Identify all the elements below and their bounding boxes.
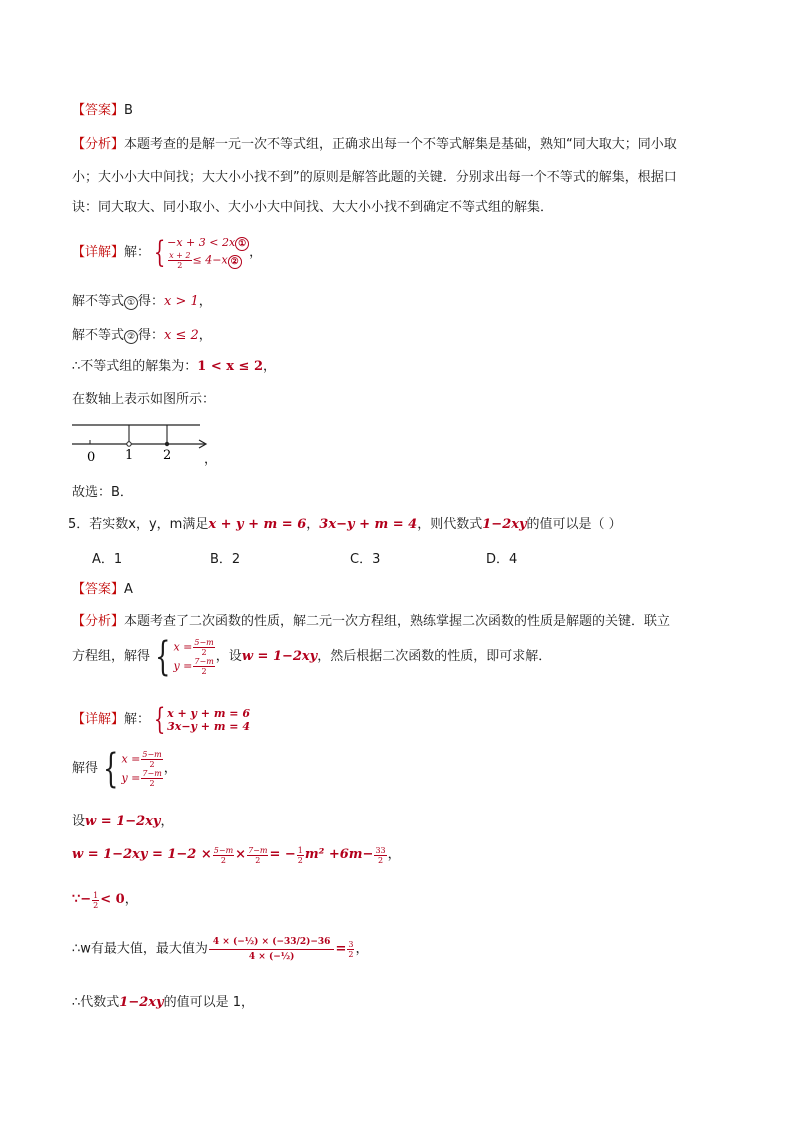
circled-one: ① [235, 237, 249, 251]
q5-answer: 【答案】A [72, 582, 133, 597]
q5-analysis-1: 【分析】本题考查了二次函数的性质，解二元一次方程组，熟练掌握二次函数的性质是解题的关键．联立 [72, 614, 671, 629]
q4-detail: 【详解】解： { −x + 3 < 2x ① $\frac{x + 2}{2}$ ≤ 4−x ② ， [72, 235, 263, 270]
step1: 解不等式 ① 得：x > 1， [72, 294, 212, 309]
circled-one-icon: ① [124, 296, 138, 310]
step3: ∴不等式组的解集为：1 < x ≤ 2， [72, 359, 277, 374]
choose-line: 故选：B． [72, 485, 133, 500]
q5-final: ∴代数式1−2xy的值可以是 1， [72, 995, 254, 1010]
step2: 解不等式 ② 得：x ≤ 2， [72, 328, 212, 343]
ineq-1: −x + 3 < 2x [167, 236, 236, 249]
detail-prefix: 解： [124, 245, 151, 260]
q5-expand: w = 1−2xy = 1−2 × $\frac{5-m}{2}$ × $\frac{7-m}{2}$ = − $\frac{1}{2}$ m² +6m− $\frac{33}{2}$ ， [72, 845, 401, 865]
number-line [70, 418, 220, 468]
left-brace-icon: { [103, 746, 119, 792]
tick-label-1: 1 [125, 448, 134, 463]
tick-label-0: 0 [87, 450, 96, 465]
answer-value: B [124, 103, 133, 118]
ineq-2: ≤ 4−x [192, 253, 228, 267]
closed-point [165, 442, 169, 446]
option-c: C．3 [350, 552, 381, 567]
open-point [127, 442, 131, 446]
tick-label-2: 2 [163, 448, 172, 463]
q4-answer [72, 101, 133, 121]
left-brace-icon: { [153, 702, 166, 737]
q5-max: ∴w有最大值，最大值为 $\frac{\text{4 × (−½) × (−33/2)−36}}{\text{4 × (−½)}}$ = $\frac{3}{2}$ ， [72, 937, 369, 962]
q4-analysis-line2: 小；大小小大中间找；大大小小找不到”的原则是解答此题的关键．分别求出每一个不等式的解集，根据口 [72, 170, 677, 185]
q5-analysis-2: 方程组，解得 { x = $\frac{5-m}{2}$ y = $\frac{7-m}{2}$ ，设w = 1−2xy，然后根据二次函数的性质，即可求解． [72, 634, 552, 680]
q5-stem: 5．若实数x，y，m满足x + y + m = 6，3x−y + m = 4，则代数式1−2xy的值可以是（ ） [68, 517, 622, 532]
left-brace-icon: { [155, 634, 171, 680]
q5-solve: 解得 { x = $\frac{5-m}{2}$ y = $\frac{7-m}{2}$ ， [72, 746, 177, 792]
q5-let: 设w = 1−2xy， [72, 814, 174, 829]
option-d: D．4 [486, 552, 518, 567]
analysis-text-1: 本题考查的是解一元一次不等式组，正确求出每一个不等式解集是基础，熟知“同大取大；同小取 [124, 137, 677, 152]
circled-two-icon: ② [124, 330, 138, 344]
left-brace-icon: { [153, 235, 166, 270]
answer-tag: 【答案】 [72, 103, 125, 118]
q5-detail: 【详解】解： { x + y + m = 6 3x−y + m = 4 [72, 702, 250, 737]
circled-two: ② [228, 255, 242, 269]
detail-tag: 【详解】 [72, 245, 125, 260]
frac-x-plus-2: $\frac{x + 2}{2}$ [169, 251, 191, 270]
numberline-caption: 在数轴上表示如图所示： [72, 392, 216, 407]
analysis-tag: 【分析】 [72, 137, 125, 152]
inequality-system [167, 236, 249, 270]
option-a: A．1 [92, 552, 123, 567]
option-b: B．2 [210, 552, 241, 567]
q5-because: ∵− $\frac{1}{2}$ < 0， [72, 890, 138, 910]
q4-analysis-line1 [72, 135, 677, 155]
max-fraction: $\frac{\text{4 × (−½) × (−33/2)−36}}{\text{4 × (−½)}}$ [209, 935, 335, 964]
q4-analysis-line3: 诀：同大取大、同小取小、大小小大中间找、大大小小找不到确定不等式组的解集． [72, 200, 554, 215]
